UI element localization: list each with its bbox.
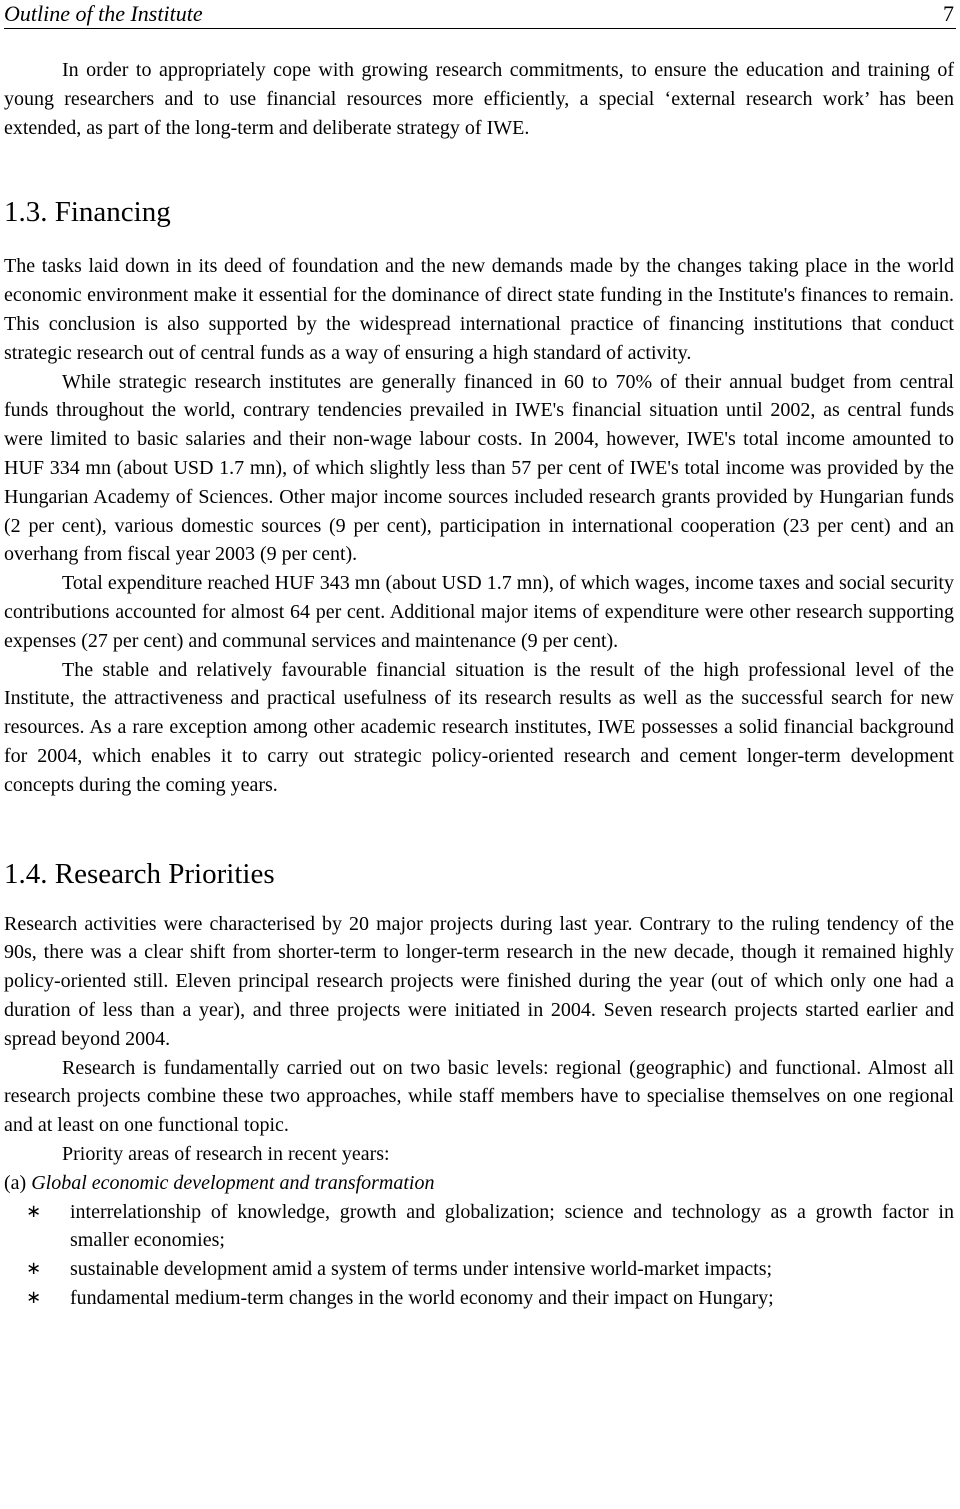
financing-paragraph-1: The tasks laid down in its deed of foundation and the new demands made by the changes taking place in the world economic environment make it essential for the dominance of direct state funding in the Institute's finances to remain. This conclusion is also supported by the widespread international practice of financing institutions that conduct strategic research out of central funds as a way of ensuring a high standard of activity. <box>4 255 954 364</box>
document-body <box>4 56 954 1313</box>
priority-list <box>4 1198 954 1313</box>
asterisk-bullet-icon: ∗ <box>26 1286 42 1308</box>
asterisk-bullet-icon: ∗ <box>26 1200 42 1222</box>
research-paragraph-3: Priority areas of research in recent years: <box>62 1142 390 1165</box>
list-marker: (a) <box>4 1171 27 1194</box>
financing-paragraph-2: While strategic research institutes are generally financed in 60 to 70% of their annual budget from central funds throughout the world, contrary tendencies prevailed in IWE's financial situation until 2002, as central funds were limited to basic salaries and their non-wage labour costs. In 2004, however, IWE's total income amounted to HUF 334 mn (about USD 1.7 mn), of which slightly less than 57 per cent of IWE's total income was provided by the Hungarian Academy of Sciences. Other major income sources included research grants provided by Hungarian funds (2 per cent), various domestic sources (9 per cent), participation in international cooperation (23 per cent) and an overhang from fiscal year 2003 (9 per cent). <box>4 370 954 566</box>
list-item <box>4 1198 954 1256</box>
section-heading-research-priorities: 1.4. Research Priorities <box>4 857 275 890</box>
section-heading-financing: 1.3. Financing <box>4 196 171 229</box>
research-paragraph-1: Research activities were characterised by 20 major projects during last year. Contrary to the ruling tendency of the 90s, there was a clear shift from shorter-term to longer-term research in the new decade, though it remained highly policy-oriented still. Eleven principal research projects were finished during the year (out of which only one had a duration of less than a year), and three projects were initiated in 2004. Seven research projects started earlier and spread beyond 2004. <box>4 912 954 1050</box>
research-paragraph-2: Research is fundamentally carried out on two basic levels: regional (geographic) and functional. Almost all research projects combine these two approaches, while staff members have to specialise themselves on one regional and at least on one functional topic. <box>4 1056 954 1137</box>
list-item-text: sustainable development amid a system of terms under intensive world-market impacts; <box>70 1258 773 1281</box>
running-header <box>4 0 956 29</box>
intro-paragraph: In order to appropriately cope with growing research commitments, to ensure the education and training of young researchers and to use financial resources more efficiently, a special ‘external research work’ has been extended, as part of the long-term and deliberate strategy of IWE. <box>4 59 954 139</box>
list-item-text: fundamental medium-term changes in the world economy and their impact on Hungary; <box>70 1286 774 1309</box>
page-number: 7 <box>943 1 954 26</box>
list-item-text: interrelationship of knowledge, growth and globalization; science and technology as a growth factor in smaller economies; <box>70 1200 954 1252</box>
financing-paragraph-3: Total expenditure reached HUF 343 mn (about USD 1.7 mn), of which wages, income taxes and social security contributions accounted for almost 64 per cent. Additional major items of expenditure were other research supporting expenses (27 per cent) and communal services and maintenance (9 per cent). <box>4 572 954 652</box>
list-topic: Global economic development and transformation <box>31 1171 435 1194</box>
financing-paragraph-4: The stable and relatively favourable financial situation is the result of the high professional level of the Institute, the attractiveness and practical usefulness of its research results as well as the successful search for new resources. As a rare exception among other academic research institutes, IWE possesses a solid financial background for 2004, which enables it to carry out strategic policy-oriented research and cement longer-term development concepts during the coming years. <box>4 658 954 796</box>
header-title: Outline of the Institute <box>4 1 203 26</box>
asterisk-bullet-icon: ∗ <box>26 1258 42 1280</box>
priority-list-label <box>4 1169 954 1198</box>
list-item <box>4 1284 954 1313</box>
list-item <box>4 1255 954 1284</box>
